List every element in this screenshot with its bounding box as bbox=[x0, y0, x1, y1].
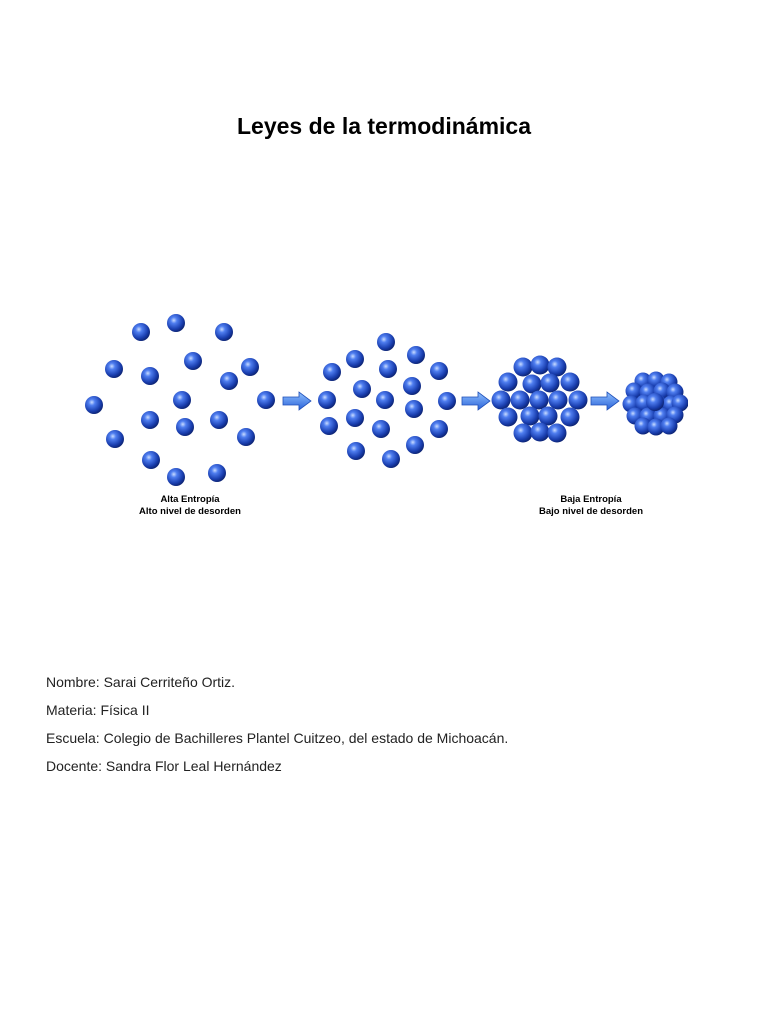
particle-sphere bbox=[531, 423, 550, 442]
particle-sphere bbox=[220, 372, 238, 390]
low-entropy-caption bbox=[526, 494, 656, 518]
particle-sphere bbox=[541, 374, 560, 393]
particle-sphere bbox=[548, 424, 567, 443]
particle-sphere bbox=[353, 380, 371, 398]
entropy-illustration bbox=[78, 270, 688, 535]
particle-sphere bbox=[105, 360, 123, 378]
particle-sphere bbox=[430, 420, 448, 438]
particle-sphere bbox=[318, 391, 336, 409]
particle-sphere bbox=[430, 362, 448, 380]
caption-line: Alta Entropía bbox=[160, 494, 220, 505]
particle-sphere bbox=[346, 350, 364, 368]
particle-sphere bbox=[407, 346, 425, 364]
particle-sphere bbox=[569, 391, 588, 410]
particle-sphere bbox=[257, 391, 275, 409]
particle-sphere bbox=[346, 409, 364, 427]
escuela-line: Escuela: Colegio de Bachilleres Plantel Cuitzeo, del estado de Michoacán. bbox=[46, 730, 509, 746]
particle-sphere bbox=[132, 323, 150, 341]
caption-line: Baja Entropía bbox=[560, 494, 622, 505]
particle-sphere bbox=[499, 373, 518, 392]
nombre-line: Nombre: Sarai Cerriteño Ortiz. bbox=[46, 674, 236, 690]
particle-sphere bbox=[382, 450, 400, 468]
direction-arrow-icon bbox=[283, 392, 311, 410]
caption-line: Bajo nivel de desorden bbox=[539, 506, 643, 517]
particle-sphere bbox=[549, 391, 568, 410]
particle-sphere bbox=[85, 396, 103, 414]
particle-sphere bbox=[167, 468, 185, 486]
particle-sphere bbox=[176, 418, 194, 436]
particle-sphere bbox=[237, 428, 255, 446]
particle-sphere bbox=[320, 417, 338, 435]
particle-sphere bbox=[347, 442, 365, 460]
particle-sphere bbox=[184, 352, 202, 370]
particle-sphere bbox=[561, 373, 580, 392]
particle-sphere bbox=[376, 391, 394, 409]
particle-sphere bbox=[530, 391, 549, 410]
particle-sphere bbox=[377, 333, 395, 351]
particle-sphere bbox=[499, 408, 518, 427]
particle-sphere bbox=[372, 420, 390, 438]
particle-sphere bbox=[173, 391, 191, 409]
particle-sphere bbox=[142, 451, 160, 469]
docente-line: Docente: Sandra Flor Leal Hernández bbox=[46, 758, 282, 774]
particle-sphere bbox=[403, 377, 421, 395]
high-entropy-caption bbox=[125, 494, 255, 518]
particle-sphere bbox=[210, 411, 228, 429]
particle-sphere bbox=[323, 363, 341, 381]
particle-sphere bbox=[406, 436, 424, 454]
particle-sphere bbox=[241, 358, 259, 376]
caption-line: Alto nivel de desorden bbox=[139, 506, 241, 517]
particle-sphere bbox=[379, 360, 397, 378]
particle-sphere bbox=[438, 392, 456, 410]
particle-sphere bbox=[661, 418, 678, 435]
particle-sphere bbox=[167, 314, 185, 332]
particle-sphere bbox=[514, 424, 533, 443]
particle-sphere bbox=[514, 358, 533, 377]
document-title: Leyes de la termodinámica bbox=[236, 113, 531, 139]
particle-sphere bbox=[208, 464, 226, 482]
particle-sphere bbox=[511, 391, 530, 410]
particle-sphere bbox=[141, 367, 159, 385]
particle-sphere bbox=[561, 408, 580, 427]
particle-sphere bbox=[215, 323, 233, 341]
student-info bbox=[46, 672, 508, 784]
particle-sphere bbox=[531, 356, 550, 375]
direction-arrow-icon bbox=[462, 392, 490, 410]
direction-arrow-icon bbox=[591, 392, 619, 410]
particle-sphere bbox=[405, 400, 423, 418]
materia-line: Materia: Física II bbox=[46, 702, 150, 718]
particle-sphere bbox=[141, 411, 159, 429]
particle-sphere bbox=[646, 393, 664, 411]
particle-sphere bbox=[106, 430, 124, 448]
particle-sphere bbox=[492, 391, 511, 410]
particle-sphere bbox=[521, 407, 540, 426]
